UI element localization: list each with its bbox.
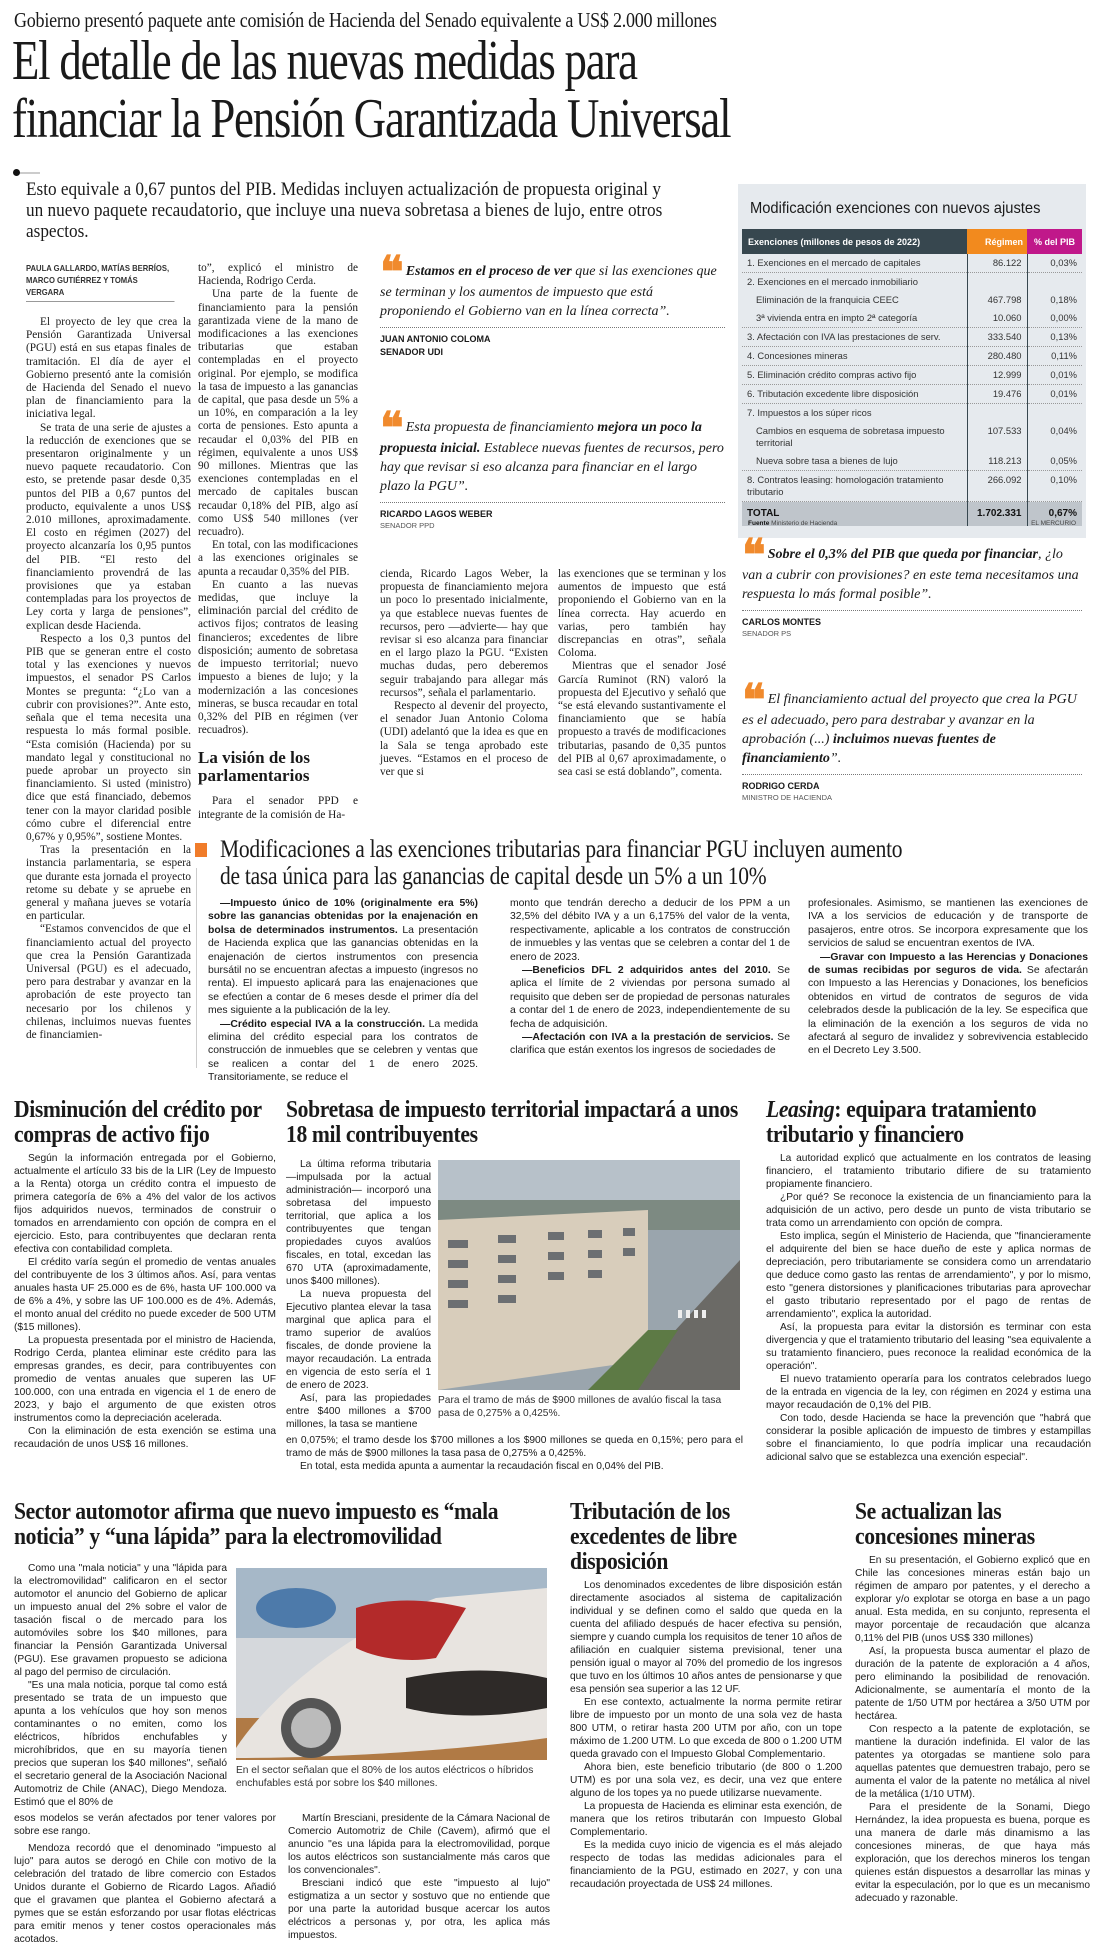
row-value: 467.798 — [967, 291, 1027, 309]
quote-emphasis: Sobre el 0,3% del PIB que queda por financiar — [767, 547, 1038, 562]
row-value: 12.999 — [967, 366, 1027, 385]
row-pct: 0,05% — [1027, 452, 1082, 471]
section2-item-title: —Gravar con Impuesto a las Herencias y Donaciones de sumas recibidas por seguros de vida. — [808, 951, 1088, 977]
article-paragraph: Con la eliminación de esta exención se estima una recaudación de unos US$ 16 millones. — [14, 1426, 276, 1450]
pull-quote — [742, 675, 1082, 803]
quote-author: JUAN ANTONIO COLOMA — [380, 334, 491, 344]
section2-item-title: —Beneficios DFL 2 adquiridos antes del 2010. — [522, 965, 771, 977]
row-label: 1. Exenciones en el mercado de capitales — [742, 254, 967, 273]
box-title-line: Sector automotor afirma que nuevo impuesto es “mala — [14, 1499, 499, 1525]
quote-mark-icon: ❝ — [380, 403, 398, 454]
photo-caption: En el sector señalan que el 80% de los autos eléctricos o híbridos enchufables está por sobre los $40 millones. — [236, 1765, 534, 1789]
quote-text: El financiamiento actual del proyecto que crea la PGU es el adecuado, pero para destrabar y avanzar en la aprobación (...) — [742, 692, 1077, 747]
article-paragraph: Para el presidente de la Sonami, Diego Hernández, la idea propuesta es buena, porque es una manera de darle más dinamismo a las concesiones mineras, de que haya más exploración, que los derechos mineros los tengan quienes están dispuestos a desarrollar las minas y evitar la especulación, por lo que es un mecanismo adecuado y razonable. — [855, 1802, 1090, 1904]
row-pct: 0,10% — [1027, 471, 1082, 502]
article-paragraph: Una parte de la fuente de financiamiento para la pensión garantizada viene de la mano de modificaciones a las exenciones tributarias que estaban contempladas en el proyecto original. Por ejemplo, se modifica la tasa de impuesto a las ganancias de capital, que pasa desde un 5% a un 10%, en comparación a la ley corta de pensiones. Esto apunta a recaudar el 0,03% del PIB en régimen, equivalente a unos US$ 90 millones. Mientras que las exenciones contempladas en el mercado de capitales buscan recaudar 0,18% del PIB, algo así como US$ 540 millones (ver recuadro). — [198, 288, 358, 539]
article-paragraph: La autoridad explicó que actualmente en los contratos de leasing financiero, el tratamiento tributario difiere de su tratamiento propiamente financiero. — [766, 1153, 1091, 1190]
divider — [196, 868, 197, 1068]
headline-line-2: financiar la Pensión Garantizada Universal — [12, 88, 731, 150]
byline-line: MARCO GUTIÉRREZ Y TOMÁS VERGARA — [26, 275, 138, 297]
total-pct: 0,67% — [1027, 502, 1082, 527]
article-paragraph: En cuanto a las nuevas medidas, que incluye la eliminación parcial del crédito de activos fijos; contratos de leasing financieros; excedentes de libre disposición; aumento de sobretasa de impuesto territorial; nuevo impuesto a bienes de lujo; y la modernización a las concesiones mineras, se busca recaudar en total 0,32% del PIB en régimen (ver recuadros). — [198, 578, 358, 737]
row-pct: 0,00% — [1027, 309, 1082, 328]
row-label: Cambios en esquema de sobretasa impuesto territorial — [756, 425, 945, 448]
quote-author: CARLOS MONTES — [742, 617, 822, 627]
table-subrow — [742, 291, 1082, 309]
headline-line-1: El detalle de las nuevas medidas para — [12, 30, 637, 92]
row-label: 8. Contratos leasing: homologación tratamiento tributario — [742, 471, 967, 502]
section2-paragraph — [208, 897, 478, 1018]
column-header: Régimen — [967, 229, 1027, 254]
row-value: 19.476 — [967, 385, 1027, 404]
quote-author: RICARDO LAGOS WEBER — [380, 509, 493, 519]
byline-line: PAULA GALLARDO, MATÍAS BERRÍOS, — [26, 263, 170, 273]
article-paragraph: to”, explicó el ministro de Hacienda, Rodrigo Cerda. — [198, 262, 358, 288]
box-title — [14, 1500, 518, 1550]
kicker: Gobierno presentó paquete ante comisión de Hacienda del Senado equivalente a US$ 2.000 millones — [14, 8, 717, 32]
divider — [380, 327, 725, 328]
box-text — [288, 1812, 550, 1942]
article-text — [198, 262, 358, 737]
source-label: Fuente — [748, 520, 770, 527]
table-subrow — [742, 422, 1082, 452]
quote-emphasis: mejora un poco la propuesta inicial. — [380, 420, 702, 456]
section2-item-text: Se aplica el límite de 2 viviendas por persona sumado al requisito que deben ser de propiedad de personas naturales a contar del 1 de enero de 2023, independientemente de su fecha de adquisición. — [510, 965, 790, 1030]
article-paragraph: Bresciani indicó que este "impuesto al lujo" estigmatiza a un sector y sostuvo que no entiende que por una parte la autoridad busque acercar los autos eléctricos a personas y, por otra, les aplica más impuestos. — [288, 1878, 550, 1941]
row-pct: 0,13% — [1027, 328, 1082, 347]
box-title: Se actualizan las concesiones mineras — [855, 1499, 1035, 1550]
row-pct: 0,04% — [1027, 422, 1082, 452]
row-value: 107.533 — [967, 422, 1027, 452]
box-territorial — [286, 1097, 746, 1472]
section2-item-text: La medida elimina del crédito especial para los contratos de construcción de inmuebles que se celebren y ventas que se realicen a contar del 1 de enero 2025. Transitoriamente, se reduce el — [208, 1018, 478, 1084]
column-header: Exenciones (millones de pesos de 2022) — [742, 229, 967, 254]
exemptions-table — [742, 229, 1082, 526]
main-article-col-1 — [26, 262, 191, 1042]
photo-caption: Para el tramo de más de $900 millones de avalúo fiscal la tasa pasa de 0,275% a 0,425%. — [438, 1395, 722, 1419]
article-paragraph: Así, la propuesta para evitar la distorsión es terminar con esta divergencia y que el tratamiento tributario del leasing "sea equivalente a su tratamiento financiero, pues reconoce la realidad económica de la operación". — [766, 1322, 1091, 1372]
quote-emphasis: Estamos en el proceso de ver — [405, 264, 572, 279]
main-article-col-2 — [198, 262, 358, 822]
table-row — [742, 328, 1082, 347]
article-paragraph: La nueva propuesta del Ejecutivo plantea elevar la tasa marginal que aplica para el tramo superior de avalúos fiscales, de donde proviene la mayor recaudación. La entrada en vigencia de esto sería el 1 de enero de 2023. — [286, 1289, 431, 1391]
row-value: 280.480 — [967, 347, 1027, 366]
row-value: 10.060 — [967, 309, 1027, 328]
pull-quote — [380, 247, 725, 359]
box-title: Sobretasa de impuesto territorial impactará a unos 18 mil contribuyentes — [286, 1097, 738, 1148]
row-value: 333.540 — [967, 328, 1027, 347]
section-headline — [220, 836, 1100, 890]
article-paragraph: La propuesta presentada por el ministro de Hacienda, Rodrigo Cerda, plantea eliminar este crédito para las empresas grandes, es decir, para contribuyentes con promedio de ventas anuales que superen las UF 100.000, con una entrada en vigencia el 1 de enero de 2023, y bajo el argumento de que existen otros instrumentos como la depreciación acelerada. — [14, 1335, 276, 1424]
row-label: Nueva sobre tasa a bienes de lujo — [742, 452, 967, 471]
quote-author: RODRIGO CERDA — [742, 781, 820, 791]
table-row — [742, 366, 1082, 385]
byline — [26, 262, 175, 302]
quote-text: ”. — [829, 751, 842, 766]
article-paragraph: Martín Bresciani, presidente de la Cámara Nacional de Comercio Automotriz de Chile (Cavem), afirmó que el anuncio "es una lápida para la electromovilidad, porque los autos eléctricos son sustancialmente más caros que los convencionales". — [288, 1813, 550, 1876]
article-paragraph: las exenciones que se terminan y los aumentos de impuesto que está proponiendo el Gobierno van en la línea correcta. Hay acuerdo en varias, pero también hay discrepancias en otras”, señala Coloma. — [558, 568, 726, 660]
sports-car-photo — [236, 1568, 547, 1760]
row-pct — [1027, 273, 1082, 292]
article-paragraph: Respecto a los 0,3 puntos del PIB que se generan entre el costo total y las exenciones y nuevos impuestos, el senador PS Carlos Montes se pregunta: “¿Lo van a cubrir con provisiones?”. Ante esto, señala que el tema necesita una respuesta lo más formal posible. “Esta comisión (Hacienda) por su mandato legal y constitucional no puede aprobar un proyecto sin financiamiento. Si usted (ministro) dice que está financiado, debemos tener con la mayor claridad posible cómo cubre el diferencial entre 0,67% y 0,95%”, sostiene Montes. — [26, 632, 191, 843]
row-value — [967, 404, 1027, 423]
row-pct: 0,01% — [1027, 385, 1082, 404]
article-paragraph: Tras la presentación en la instancia parlamentaria, se espera que durante esta jornada el proyecto retome su debate y se apruebe en general y mañana jueves se votaría en particular. — [26, 844, 191, 923]
quote-text: que si las exenciones que se terminan y los aumentos de impuesto que está proponiendo el Gobierno van en la línea correcta”. — [380, 264, 717, 319]
section2-col-2 — [510, 897, 790, 1058]
row-label: 2. Exenciones en el mercado inmobiliario — [747, 276, 918, 287]
section2-paragraph — [808, 897, 1088, 951]
row-label: 6. Tributación excedente libre disposición — [742, 385, 967, 404]
article-paragraph: Así, la propuesta busca aumentar el plazo de duración de la patente de exploración a 4 años, pero eliminando la posibilidad de renovación. Adicionalmente, se aumentaría el monto de la patente de 1/50 UTM por hectárea a 3/50 UTM por hectárea. — [855, 1646, 1090, 1722]
box-title: Disminución del crédito por compras de activo fijo — [14, 1097, 262, 1148]
box-leasing — [766, 1098, 1091, 1464]
row-pct: 0,03% — [1027, 254, 1082, 273]
article-paragraph: Para el senador PPD e integrante de la comisión de Ha- — [198, 795, 358, 821]
quote-text: Esta propuesta de financiamiento — [405, 420, 598, 435]
article-paragraph: Respecto al devenir del proyecto, el senador Juan Antonio Coloma (UDI) adelantó que la idea es que en la Sala se tenga aprobado este jueves. “Estamos en el proceso de ver que si — [380, 700, 548, 779]
box-title-line: noticia” y “una lápida” para la electromovilidad — [14, 1524, 442, 1550]
exemptions-table-box — [738, 184, 1086, 538]
article-paragraph: Se trata de una serie de ajustes a la reducción de exenciones que se presentaron originalmente y un nuevo paquete recaudatorio. Con esto, se pretende pasar desde 0,35 puntos del PIB a 0,67 puntos del producto, equivalente a unos US$ 2.010 millones, aproximadamente. El costo en régimen (2027) del proyecto alcanzaría los 0,95 puntos del PIB. “El resto del financiamiento provendrá de las provisiones que ya estaban contempladas para los proyectos de Ley corta y larga de pensiones”, explican desde Hacienda. — [26, 421, 191, 632]
article-paragraph: En su presentación, el Gobierno explicó que en Chile las concesiones mineras están bajo un régimen de amparo por patentes, y el derecho a explorar y/o explotar se otorga en base a un pago anual. Esta medida, en su conjunto, representa el mayor porcentaje de recaudación que alcanza 0,11% del PIB (unos US$ 330 millones) — [855, 1555, 1090, 1644]
article-paragraph: ¿Por qué? Se reconoce la existencia de un financiamiento para la adquisición de un activo, pero desde un punto de vista tributario se trata como un arrendamiento con opción de compra. — [766, 1192, 1091, 1229]
box-automotor — [14, 1499, 550, 1945]
section2-item-title: —Crédito especial IVA a la construcción. — [220, 1018, 425, 1030]
table-row — [742, 471, 1082, 502]
quote-mark-icon: ❝ — [742, 675, 760, 726]
section2-paragraph — [208, 1018, 478, 1085]
divider — [380, 502, 725, 503]
buildings-photo — [438, 1160, 740, 1390]
section2-paragraph — [808, 951, 1088, 1058]
article-paragraph: "Es una mala noticia, porque tal como está presentado se trata de un impuesto que apunta a los vehículos que hoy son menos contaminantes o no emiten, como los eléctricos, híbridos enchufables y microhíbridos, que en su mayoría tienen precios que superan los $40 millones", señaló el secretario general de la Asociación Nacional Automotriz de Chile (ANAC), Diego Mendoza. Estimó que el 80% de — [14, 1680, 227, 1808]
article-paragraph: Según la información entregada por el Gobierno, actualmente el artículo 33 bis de la LIR (Ley de Impuesto a la Renta) otorga un crédito contra el impuesto de primera categoría de 6% a 4% del valor de los activos fijos adquiridos nuevos, terminados de construir o tomados en arrendamiento con opción de compra en el ejercicio. Esto, para contribuyentes que declaran renta efectiva con contabilidad completa. — [14, 1153, 276, 1255]
table-row — [742, 254, 1082, 273]
box-text — [286, 1434, 743, 1473]
article-paragraph: En total, con las modificaciones a las exenciones originales se apunta a recaudar 0,35% del PIB. — [198, 539, 358, 578]
quote-author-role: SENADOR PPD — [380, 521, 435, 530]
buildings-photo-illustration — [438, 1160, 740, 1390]
table-footer — [748, 520, 1076, 527]
table-title: Modificación exenciones con nuevos ajustes — [749, 200, 1041, 217]
article-paragraph: Con todo, desde Hacienda se hace la prevención que "habrá que considerar la posible aplicación de impuesto de timbres y estampillas sobre el financiamiento, lo que podría implicar una recaudación adicional salvo que se establezca una exención especial". — [766, 1413, 1091, 1463]
section-headline-line: de tasa única para las ganancias de capital desde un 5% a un 10% — [220, 863, 767, 890]
section2-item-text: Se afectarán con Impuesto a las Herencias y Donaciones, los beneficios obtenidos en virtud de contratos de seguros de vida celebrados desde la publicación de la ley. Se especifica que la eliminación de la exención a los seguros de vida no afectará al seguro de invalidez y sobrevivencia establecido en el Decreto Ley 3.500. — [808, 965, 1088, 1057]
quote-emphasis: incluimos nuevas fuentes de financiamiento — [742, 732, 996, 766]
article-paragraph: cienda, Ricardo Lagos Weber, la propuesta de financiamiento mejora un poco lo presentado inicialmente, ya que establece nuevas fuentes de recursos, pero —advierte— hay que revisar si eso alcanza para financiar en el largo plazo la PGU. “Existen muchas dudas, pero deberemos seguir trabajando para allegar más recursos”, señala el parlamentario. — [380, 568, 548, 699]
row-label: 3. Afectación con IVA las prestaciones de serv. — [742, 328, 967, 347]
main-article-col-4 — [558, 568, 726, 779]
bullet-dot-icon — [13, 169, 20, 176]
box-title-rest: : equipara tratamiento tributario y financiero — [766, 1097, 1037, 1148]
article-paragraph: El nuevo tratamiento operaría para los contratos celebrados luego de la entrada en vigencia de la ley, con régimen en 2024 y estima una mayor recaudación de 0,1% del PIB. — [766, 1374, 1091, 1411]
box-text — [286, 1158, 431, 1431]
quote-mark-icon: ❝ — [380, 247, 398, 298]
box-text — [14, 1562, 227, 1809]
box-paragraph: esos modelos se verán afectados por tener valores por sobre ese rango. — [14, 1813, 276, 1837]
section2-paragraph — [510, 964, 790, 1031]
quote-author-role: MINISTRO DE HACIENDA — [742, 793, 833, 802]
article-paragraph: La propuesta de Hacienda es eliminar esta exención, de manera que los retiros tributarán con Impuesto Global Complementario. — [570, 1801, 842, 1838]
box-paragraph: En total, esta medida apunta a aumentar la recaudación fiscal en 0,04% del PIB. — [300, 1461, 664, 1472]
total-label: TOTAL — [742, 502, 967, 527]
pull-quote — [380, 403, 725, 531]
section-headline-line: Modificaciones a las exenciones tributarias para financiar PGU incluyen aumento — [220, 836, 903, 863]
section2-item-text: La presentación de Hacienda explica que las ganancias obtenidas en la enajenación de ciertos instrumentos con presencia bursátil no se encuentran afectas a impuesto (ingresos no renta). El impuesto aplicará para las enajenaciones que se efectúen a contar de 6 meses desde el primer día del mes siguiente a la publicación de la ley. — [208, 924, 478, 1017]
article-paragraph: Con respecto a la patente de explotación, se mantiene la duración indefinida. El valor de las patentes ya otorgadas se mantiene solo para aquellas patentes que demuestren trabajo, pero se aumenta el valor de la patente no metálica al nivel de la metálica (1/10 UTM). — [855, 1724, 1090, 1800]
article-paragraph: Como una "mala noticia" y una "lápida para la electromovilidad" calificaron en el sector automotor el anuncio del Gobierno de aplicar un impuesto anual del 2% sobre el valor de tasación fiscal o de mercado para los automóviles sobre los $40 millones, para financiar la Pensión Garantizada Universal (PGU). Ese gravamen propuesto se adiciona al pago del permiso de circulación. — [14, 1563, 227, 1678]
row-label: 4. Concesiones mineras — [742, 347, 967, 366]
section2-paragraph — [510, 1031, 790, 1058]
section2-col-3 — [808, 897, 1088, 1058]
total-value: 1.702.331 — [967, 502, 1027, 527]
subheading: La visión de los parlamentarios — [198, 748, 310, 786]
quote-author-role: SENADOR PS — [742, 629, 792, 638]
article-text — [26, 316, 191, 1042]
article-paragraph: Así, para las propiedades entre $400 millones a $700 millones, la tasa se mantiene — [286, 1393, 431, 1430]
table-row — [742, 404, 1082, 423]
row-value: 86.122 — [967, 254, 1027, 273]
box-activo-fijo — [14, 1098, 276, 1451]
credit: EL MERCURIO — [1031, 520, 1076, 527]
pull-quote — [742, 530, 1082, 639]
row-label: 7. Impuestos a los súper ricos — [747, 407, 872, 418]
box-paragraph: Mendoza recordó que el denominado "impuesto al lujo" para autos se derogó en Chile con motivo de la celebración del tratado de libre comercio con Estados Unidos durante el Gobierno de Ricardo Lagos. Añadió que el gravamen que plantea el Gobierno afectará a pymes que se están esforzando por usar flotas eléctricas para emitir menos y tener costos operacionales más acotados. — [14, 1843, 276, 1945]
section2-col-1 — [208, 897, 478, 1085]
box-text — [14, 1812, 276, 1946]
box-mineras — [855, 1500, 1090, 1905]
section2-item-text: profesionales. Asimismo, se mantienen las exenciones de IVA a los servicios de educación y de transporte de pasajeros, entre otros. Se incorpora expresamente que los servicios de salud se encuentran exentos de IVA. — [808, 898, 1088, 950]
quote-author-role: SENADOR UDI — [380, 347, 444, 357]
row-label: Eliminación de la franquicia CEEC — [756, 294, 899, 305]
row-value — [967, 273, 1027, 292]
section-marker-icon — [195, 843, 207, 857]
box-title — [766, 1098, 1063, 1148]
article-paragraph: “Estamos convencidos de que el financiamiento actual del proyecto que crea la Pensión Garantizada Universal (PGU) es el adecuado, pero para destrabar y avanzar en la aprobación de este proyecto tan necesario por los chilenos y chilenas, incluimos nuevas fuentes de financiamien- — [26, 923, 191, 1041]
lead-paragraph: Esto equivale a 0,67 puntos del PIB. Medidas incluyen actualización de propuesta original y un nuevo paquete recaudatorio, que incluye una nueva sobretasa a bienes de lujo, entre otros aspectos. — [26, 180, 663, 242]
divider — [742, 774, 1082, 775]
table-subrow — [742, 452, 1082, 471]
box-excedentes — [570, 1500, 842, 1891]
row-value: 266.092 — [967, 471, 1027, 502]
box-text — [570, 1579, 842, 1891]
section2-item-text: Se clarifica que están exentos los ingresos de sociedades de — [510, 1032, 790, 1057]
table-row — [742, 347, 1082, 366]
sports-car-photo-illustration — [236, 1568, 547, 1760]
section2-item-text: monto que tendrán derecho a deducir de los PPM a un 32,5% del débito IVA y a un 6,175% del valor de la venta, respectivamente, aplicable a los contratos de construcción de inmuebles y las ventas que se celebren a contar del 1 de enero de 2023. — [510, 898, 790, 963]
article-paragraph: En ese contexto, actualmente la norma permite retirar libre de impuesto por un monto de una sola vez de hasta 800 UTM, o retirar hasta 200 UTM por año, con un tope máximo de 1.200 UTM. Lo que exceda de 800 o 1.200 UTM queda gravado con el Impuesto Global Complementario. — [570, 1697, 842, 1760]
row-label: 5. Eliminación crédito compras activo fijo — [742, 366, 967, 385]
article-paragraph: La última reforma tributaria —impulsada por la actual administración— incorporó una sobretasa del impuesto territorial, que aplica a los contribuyentes que tengan propiedades cuyos avalúos fiscales, en total, excedan las 670 UTA (aproximadamente, unos $400 millones). — [286, 1159, 431, 1287]
article-paragraph: Mientras que el senador José García Ruminot (RN) valoró la propuesta del Ejecutivo y señaló que “se está elevando sustantivamente el financiamiento que se había propuesto a través de modificaciones tributarias, pasando de 0,35 puntos del PIB al 0,67 aproximadamente, o sea casi se está doblando”, comenta. — [558, 660, 726, 779]
article-paragraph: Los denominados excedentes de libre disposición están directamente asociados al sistema de capitalización individual y se definen como el saldo que queda en la cuenta del afiliado después de hacer efectiva su pensión, siempre y cuando cumpla los requisitos de tener 10 años de afiliación en cualquier sistema previsional, tener una pensión igual o mayor al 70% del promedio de los ingresos que tuvo en los últimos 10 años antes de pensionarse y que esa pensión sea superior a las 12 UF. — [570, 1580, 842, 1695]
table-subrow — [742, 309, 1082, 328]
row-pct: 0,01% — [1027, 366, 1082, 385]
article-paragraph: Es la medida cuyo inicio de vigencia es el más alejado respecto de todas las medidas adicionales para el financiamiento de la PGU, estimado en 2027, y con una recaudación proyectada de US$ 24 millones. — [570, 1840, 842, 1890]
article-paragraph: El proyecto de ley que crea la Pensión Garantizada Universal (PGU) está en sus etapas finales de tramitación. El día de ayer el Gobierno presentó ante la comisión de Hacienda del Senado el nuevo plan de financiamiento para la iniciativa legal. — [26, 316, 191, 421]
section2-item-title: —Impuesto único de 10% (originalmente era 5%) sobre las ganancias obtenidas por la enajenación en bolsa de determinados instrumentos. — [208, 898, 478, 936]
main-article-col-3 — [380, 568, 548, 779]
section2-paragraph — [510, 897, 790, 964]
section2-item-title: —Afectación con IVA a la prestación de servicios. — [522, 1032, 774, 1044]
table-row — [742, 385, 1082, 404]
row-pct: 0,18% — [1027, 291, 1082, 309]
article-paragraph: Esto implica, según el Ministerio de Hacienda, que "financieramente el adquirente del bien se hace dueño de este y aplica normas de depreciación, pero tributariamente se considera como un arrendatario que deduce como gasto las rentas de arrendamiento", y por lo mismo, esto "genera distorsiones y planificaciones tributarias para aprovechar el gasto tributario representado por el pago de rentas de arrendamiento", explica la autoridad. — [766, 1231, 1091, 1320]
box-text — [14, 1152, 276, 1451]
divider — [742, 610, 1082, 611]
row-pct — [1027, 404, 1082, 423]
box-text — [766, 1152, 1091, 1464]
box-paragraph: en 0,075%; el tramo desde los $700 millones a los $900 millones se queda en 0,15%; pero para el tramo de más de $900 millones la tasa pasa de 0,275% a 0,425%. — [286, 1435, 743, 1459]
row-label: 3ª vivienda entra en impto 2ª categoría — [742, 309, 967, 328]
article-paragraph: El crédito varía según el promedio de ventas anuales del contribuyente de los 3 últimos años. Así, para ventas anuales hasta UF 25.000 es de 6%, hasta UF 100.000 va de 6% a 4%, y sobre las UF 100.000 es de 4%. Además, el monto anual del crédito no puede exceder de 500 UTM ($15 millones). — [14, 1257, 276, 1333]
headline — [12, 32, 1052, 148]
column-header: % del PIB — [1027, 229, 1082, 254]
quote-text: , ¿lo van a cubrir con provisiones? en este tema necesitamos una respuesta lo más formal posible”. — [742, 547, 1079, 602]
row-pct: 0,11% — [1027, 347, 1082, 366]
row-value: 118.213 — [967, 452, 1027, 471]
source-text: Ministerio de Hacienda — [771, 520, 838, 527]
article-paragraph: Ahora bien, este beneficio tributario (de 800 o 1.200 UTM) es por una sola vez, es decir, una vez que entere alguno de los topes ya no puede utilizarse nuevamente. — [570, 1762, 842, 1799]
box-text — [855, 1554, 1090, 1905]
box-title: Tributación de los excedentes de libre disposición — [570, 1499, 737, 1575]
table-row — [742, 273, 1082, 292]
quote-mark-icon: ❝ — [742, 530, 760, 581]
box-title-italic: Leasing — [766, 1097, 835, 1123]
quote-text: Establece nuevas fuentes de recursos, pero hay que revisar si eso alcanza para financiar en el largo plazo la PGU”. — [380, 441, 724, 494]
